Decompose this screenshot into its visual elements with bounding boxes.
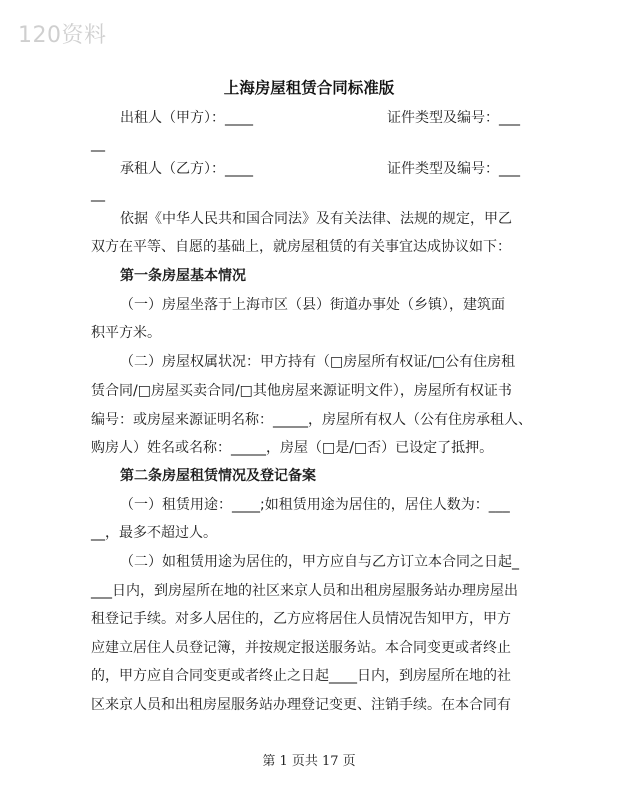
paragraph-line: 租登记手续。对多人居住的，乙方应将居住人员情况告知甲方，甲方 bbox=[91, 611, 511, 627]
paragraph-line: （二）房屋权属状况：甲方持有（□房屋所有权证/□公有住房租 bbox=[120, 354, 516, 370]
lessor-line: 出租人（甲方）：____ bbox=[120, 110, 253, 126]
lessor-id-continuation: __ bbox=[91, 136, 105, 152]
paragraph-line: 应建立居住人员登记簿，并按规定报送服务站。本合同变更或者终止 bbox=[91, 640, 511, 656]
preamble-line: 双方在平等、自愿的基础上，就房屋租赁的有关事宜达成协议如下： bbox=[91, 239, 511, 255]
paragraph-line: （一）房屋坐落于上海市区（县）街道办事处（乡镇），建筑面 bbox=[120, 297, 505, 313]
document-title: 上海房屋租赁合同标准版 bbox=[223, 79, 395, 97]
lessor-id-line: 证件类型及编号：___ bbox=[387, 110, 520, 126]
paragraph-line: 赁合同/□房屋买卖合同/□其他房屋来源证明文件），房屋所有权证书 bbox=[91, 383, 512, 399]
page-number: 第 1 页共 17 页 bbox=[262, 754, 356, 769]
paragraph-line: 编号：或房屋来源证明名称：_____，房屋所有权人（公有住房承租人、 bbox=[91, 412, 532, 428]
paragraph-line: 的，甲方应自合同变更或者终止之日起____日内，到房屋所在地的社 bbox=[91, 668, 511, 684]
lessee-line: 承租人（乙方）：____ bbox=[120, 161, 253, 177]
paragraph-line: 购房人）姓名或名称：_____，房屋（□是/□否）已设定了抵押。 bbox=[91, 440, 494, 456]
paragraph-line: __，最多不超过人。 bbox=[91, 525, 217, 541]
lessee-id-line: 证件类型及编号：___ bbox=[387, 161, 520, 177]
watermark: 120资料 bbox=[18, 23, 107, 48]
paragraph-line: 区来京人员和出租房屋服务站办理登记变更、注销手续。在本合同有 bbox=[91, 697, 511, 713]
article-heading: 第二条房屋租赁情况及登记备案 bbox=[120, 468, 316, 484]
paragraph-line: （一）租赁用途：____;如租赁用途为居住的，居住人数为：___ bbox=[120, 497, 510, 513]
paragraph-line: ___日内，到房屋所在地的社区来京人员和出租房屋服务站办理房屋出 bbox=[91, 583, 518, 599]
paragraph-line: （二）如租赁用途为居住的，甲方应自与乙方订立本合同之日起_ bbox=[120, 554, 519, 570]
article-heading: 第一条房屋基本情况 bbox=[120, 268, 246, 284]
lessee-id-continuation: __ bbox=[91, 186, 105, 202]
paragraph-line: 积平方米。 bbox=[91, 325, 161, 341]
preamble-line: 依据《中华人民共和国合同法》及有关法律、法规的规定，甲乙 bbox=[120, 211, 512, 227]
